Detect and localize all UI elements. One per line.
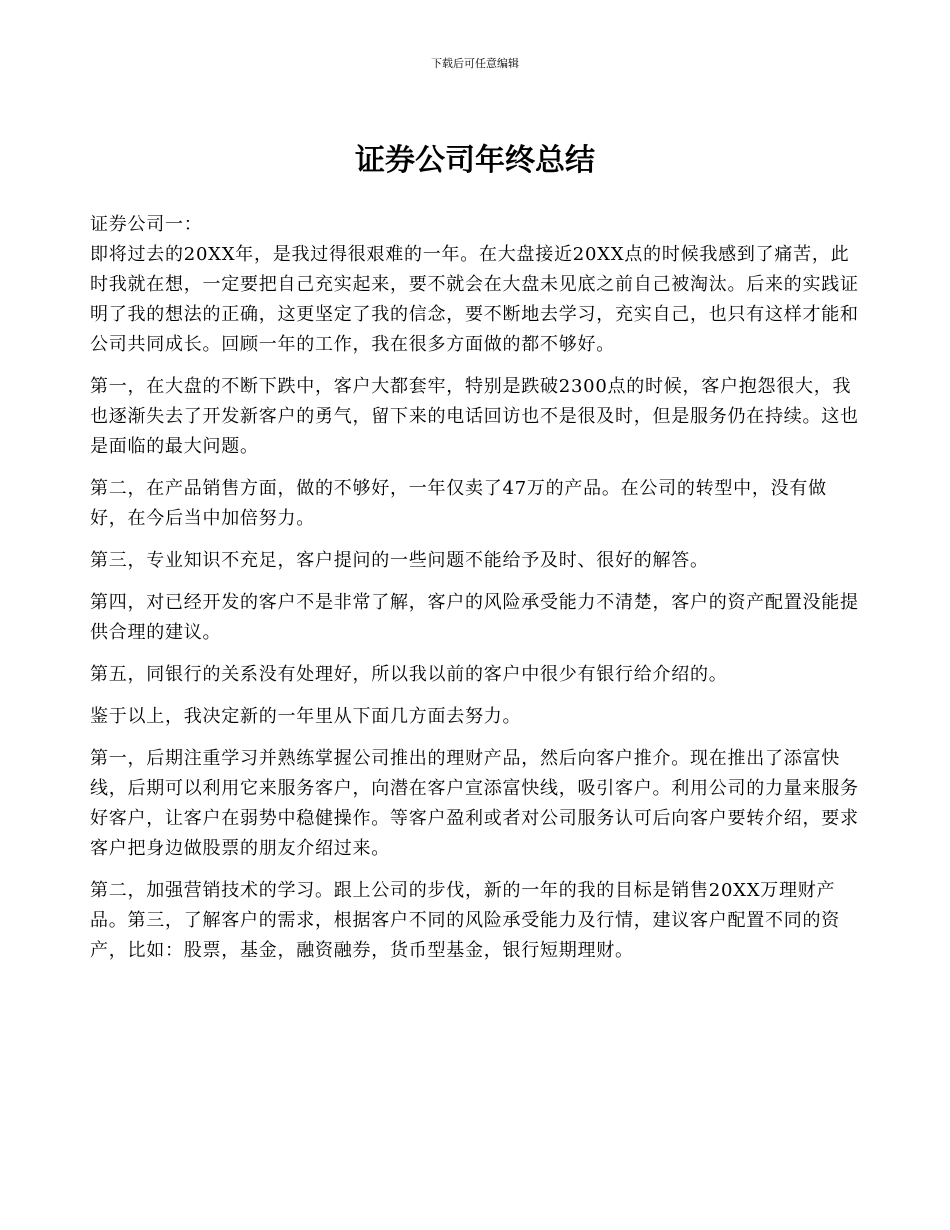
- header-note: 下载后可任意编辑: [431, 57, 519, 70]
- paragraph-plan-2: 第二，加强营销技术的学习。跟上公司的步伐，新的一年的我的目标是销售20XX万理财产品。第三，了解客户的需求，根据客户不同的风险承受能力及行情，建议客户配置不同的资产，比如：股票，基金，融资融券，货币型基金，银行短期理财。: [90, 880, 840, 961]
- paragraph-intro: 即将过去的20XX年，是我过得很艰难的一年。在大盘接近20XX点的时候我感到了痛苦，此时我就在想，一定要把自己充实起来，要不就会在大盘未见底之前自己被淘汰。后来的实践证明了我的想法的正确，这更坚定了我的信念，要不断地去学习，充实自己，也只有这样才能和公司共同成长。回顾一年的工作，我在很多方面做的都不够好。: [90, 244, 859, 355]
- paragraph-plan-1: 第一，后期注重学习并熟练掌握公司推出的理财产品，然后向客户推介。现在推出了添富快线，后期可以利用它来服务客户，向潜在客户宣添富快线，吸引客户。利用公司的力量来服务好客户，让客户在弱势中稳健操作。等客户盈利或者对公司服务认可后向客户要转介绍，要求客户把身边做股票的朋友介绍过来。: [90, 748, 859, 859]
- paragraph-issue-4: 第四，对已经开发的客户不是非常了解，客户的风险承受能力不清楚，客户的资产配置没能提供合理的建议。: [90, 592, 859, 643]
- document-body: [90, 210, 862, 978]
- document-title: 证券公司年终总结: [355, 143, 595, 178]
- paragraph-issue-5: 第五，同银行的关系没有处理好，所以我以前的客户中很少有银行给介绍的。: [90, 664, 728, 685]
- paragraph-salutation: 证券公司一：: [90, 214, 203, 235]
- paragraph-issue-3: 第三，专业知识不充足，客户提问的一些问题不能给予及时、很好的解答。: [90, 550, 709, 571]
- paragraph-transition: 鉴于以上，我决定新的一年里从下面几方面去努力。: [90, 706, 522, 727]
- paragraph-issue-2: 第二，在产品销售方面，做的不够好，一年仅卖了47万的产品。在公司的转型中，没有做好，在今后当中加倍努力。: [90, 478, 827, 529]
- paragraph-issue-1: 第一，在大盘的不断下跌中，客户大都套牢，特别是跌破2300点的时候，客户抱怨很大，我也逐渐失去了开发新客户的勇气，留下来的电话回访也不是很及时，但是服务仍在持续。这也是面临的最大问题。: [90, 376, 859, 457]
